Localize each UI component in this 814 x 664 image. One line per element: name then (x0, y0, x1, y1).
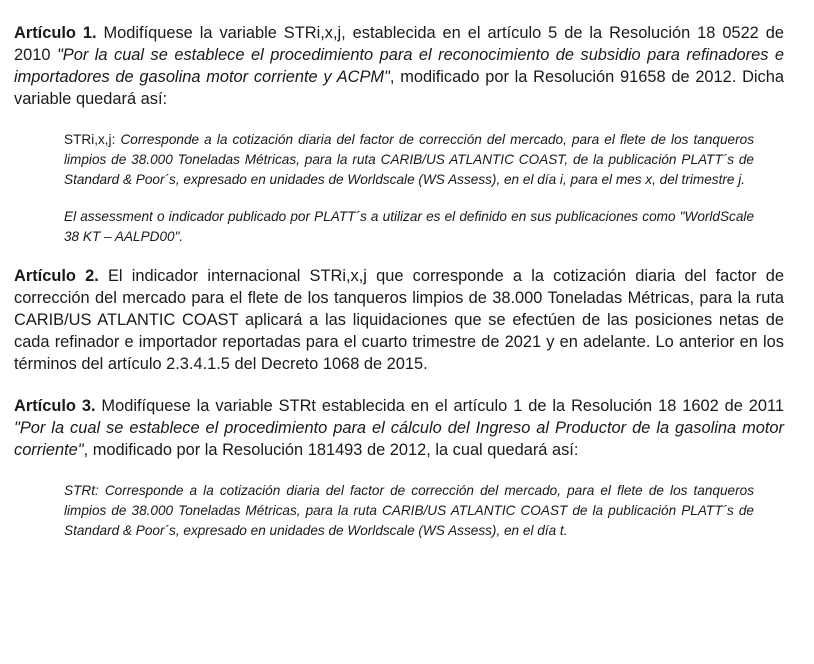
article-2-text: El indicador internacional STRi,x,j que corresponde a la cotización diaria del factor de corrección del mercado para el flete de los tanqueros limpios de 38.000 Toneladas Métricas, para la ruta CARIB/US ATLANTIC COAST aplicará a las liquidaciones que se efectúen de las posiciones netas de cada refinador e importador reportadas para el cuarto trimestre de 2021 y en adelante. Lo anterior en los términos del artículo 2.3.4.1.5 del Decreto 1068 de 2015. (14, 267, 784, 373)
article-1-resolution-title: "Por la cual se establece el procedimiento para el reconocimiento de subsidio para refinadores e importadores de gasolina motor corriente y ACPM" (14, 46, 784, 86)
article-1-variable-definition (64, 130, 754, 190)
article-1-heading: Artículo 1. (14, 24, 97, 42)
article-1-assessment-note: El assessment o indicador publicado por PLATT´s a utilizar es el definido en sus publicaciones como "WorldScale 38 KT – AALPD00". (64, 209, 754, 244)
article-2-paragraph (14, 265, 784, 375)
article-3-resolution-title: "Por la cual se establece el procedimiento para el cálculo del Ingreso al Productor de la gasolina motor corriente" (14, 419, 784, 459)
article-3-heading: Artículo 3. (14, 397, 96, 415)
article-1-text-a: Modifíquese la variable STRi,x,j, establecida en el artículo 5 de la Resolución 18 0522 de 2010 (14, 24, 784, 64)
article-3-variable-definition: STRt: Corresponde a la cotización diaria del factor de corrección del mercado, para el flete de los tanqueros limpios de 38.000 Toneladas Métricas, para la ruta CARIB/US ATLANTIC COAST de la publicación PLATT´s de Standard & Poor´s, expresado en unidades de Worldscale (WS Assess), en el día t. (64, 483, 754, 538)
article-3-text-b: , modificado por la Resolución 181493 de 2012, la cual quedará así: (83, 441, 579, 459)
article-3-text-a: Modifíquese la variable STRt establecida en el artículo 1 de la Resolución 18 1602 de 2011 (95, 397, 784, 415)
article-2-heading: Artículo 2. (14, 267, 99, 285)
article-1-text-b: , modificado por la Resolución 91658 de 2012. Dicha variable quedará así: (14, 68, 784, 108)
document-page (14, 22, 784, 541)
article-1-variable-name: STRi,x,j: (64, 132, 116, 147)
article-1-paragraph (14, 22, 784, 110)
article-3-paragraph (14, 395, 784, 461)
article-1-definition-text: Corresponde a la cotización diaria del factor de corrección del mercado, para el flete de los tanqueros limpios de 38.000 Toneladas Métricas, para la ruta CARIB/US ATLANTIC COAST, de la publicación PLATT´s de Standard & Poor´s, expresado en unidades de Worldscale (WS Assess), en el día i, para el mes x, del trimestre j. (64, 132, 754, 187)
